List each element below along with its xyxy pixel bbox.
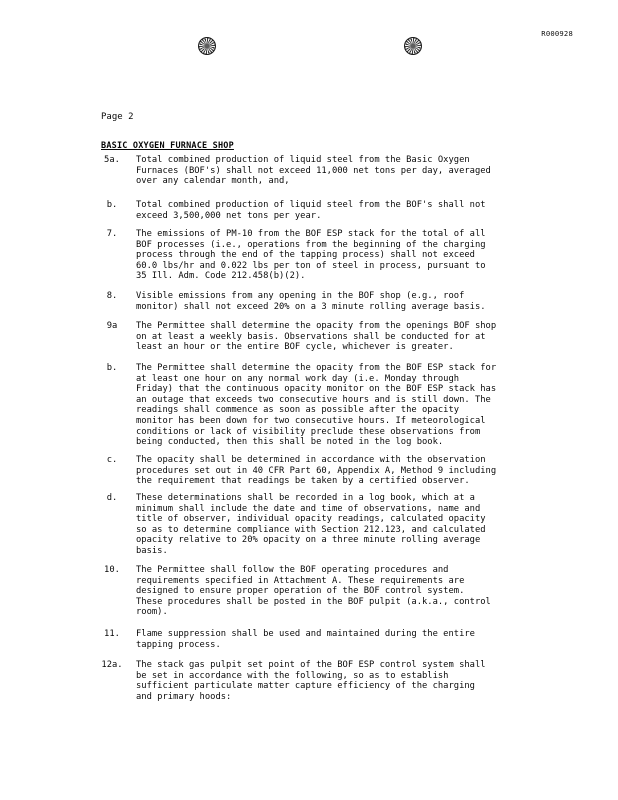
page-label: Page 2 bbox=[101, 112, 134, 122]
item-number: 10. bbox=[104, 565, 120, 575]
item-number: d. bbox=[106, 493, 118, 503]
item-text: The opacity shall be determined in accordance with the observation procedures set out in 40 CFR Part 60, Appendix A, Method 9 including the requirement that readings be taken by a certified observer. bbox=[136, 455, 497, 487]
item-text: These determinations shall be recorded in a log book, which at a minimum shall include the date and time of observations, name and title of observer, individual opacity readings, calculated opacity so as to determine compliance with Section 212.123, and calculated opacity relative to 20% opacity on a three minute rolling average basis. bbox=[136, 493, 486, 556]
item-number: b. bbox=[106, 363, 118, 373]
item-text: Total combined production of liquid steel from the BOF's shall not exceed 3,500,000 net tons per year. bbox=[136, 200, 486, 221]
item-number: c. bbox=[106, 455, 118, 465]
item-text: Total combined production of liquid steel from the Basic Oxygen Furnaces (BOF's) shall not exceed 11,000 net tons per day, averaged over any calendar month, and, bbox=[136, 155, 491, 187]
section-title: BASIC OXYGEN FURNACE SHOP bbox=[101, 141, 234, 151]
item-text: The emissions of PM-10 from the BOF ESP stack for the total of all BOF processes (i.e., operations from the beginning of the charging process through the end of the tapping process) shall not exceed 60.0 lbs/hr and 0.022 lbs per ton of steel in process, pursuant to 35 Ill. Adm. Code 212.458(b)(2). bbox=[136, 229, 486, 282]
item-text: The Permittee shall follow the BOF operating procedures and requirements specified in Attachment A. These requirements are designed to ensure proper operation of the BOF control system. These procedures shall be posted in the BOF pulpit (a.k.a., control room). bbox=[136, 565, 491, 618]
item-number: 8. bbox=[106, 291, 118, 301]
item-text: The Permittee shall determine the opacity from the openings BOF shop on at least a weekly basis. Observations shall be conducted for at least an hour or the entire BOF cycle, whichever is greater. bbox=[136, 321, 497, 353]
item-number: 9a bbox=[106, 321, 118, 331]
item-number: 7. bbox=[106, 229, 118, 239]
item-number: b. bbox=[106, 200, 118, 210]
left-seal-icon bbox=[198, 37, 216, 55]
right-seal-icon bbox=[404, 37, 422, 55]
item-number: 11. bbox=[104, 629, 120, 639]
item-number: 5a. bbox=[104, 155, 120, 165]
item-text: Visible emissions from any opening in the BOF shop (e.g., roof monitor) shall not exceed 20% on a 3 minute rolling average basis. bbox=[136, 291, 486, 312]
item-text: Flame suppression shall be used and maintained during the entire tapping process. bbox=[136, 629, 475, 650]
item-number: 12a. bbox=[101, 660, 123, 670]
item-text: The stack gas pulpit set point of the BOF ESP control system shall be set in accordance with the following, so as to establish sufficient particulate matter capture efficiency of the charging and primary hoods: bbox=[136, 660, 486, 702]
document-id: R000928 bbox=[541, 29, 573, 38]
item-text: The Permittee shall determine the opacity from the BOF ESP stack for at least one hour on any normal work day (i.e. Monday through Friday) that the continuous opacity monitor on the BOF ESP stack has an outage that exceeds two consecutive hours and is still down. The readings shall commence as soon as possible after the opacity monitor has been down for two consecutive hours. If meteorological conditions or lack of visibility preclude these observations from being conducted, then this shall be noted in the log book. bbox=[136, 363, 497, 448]
